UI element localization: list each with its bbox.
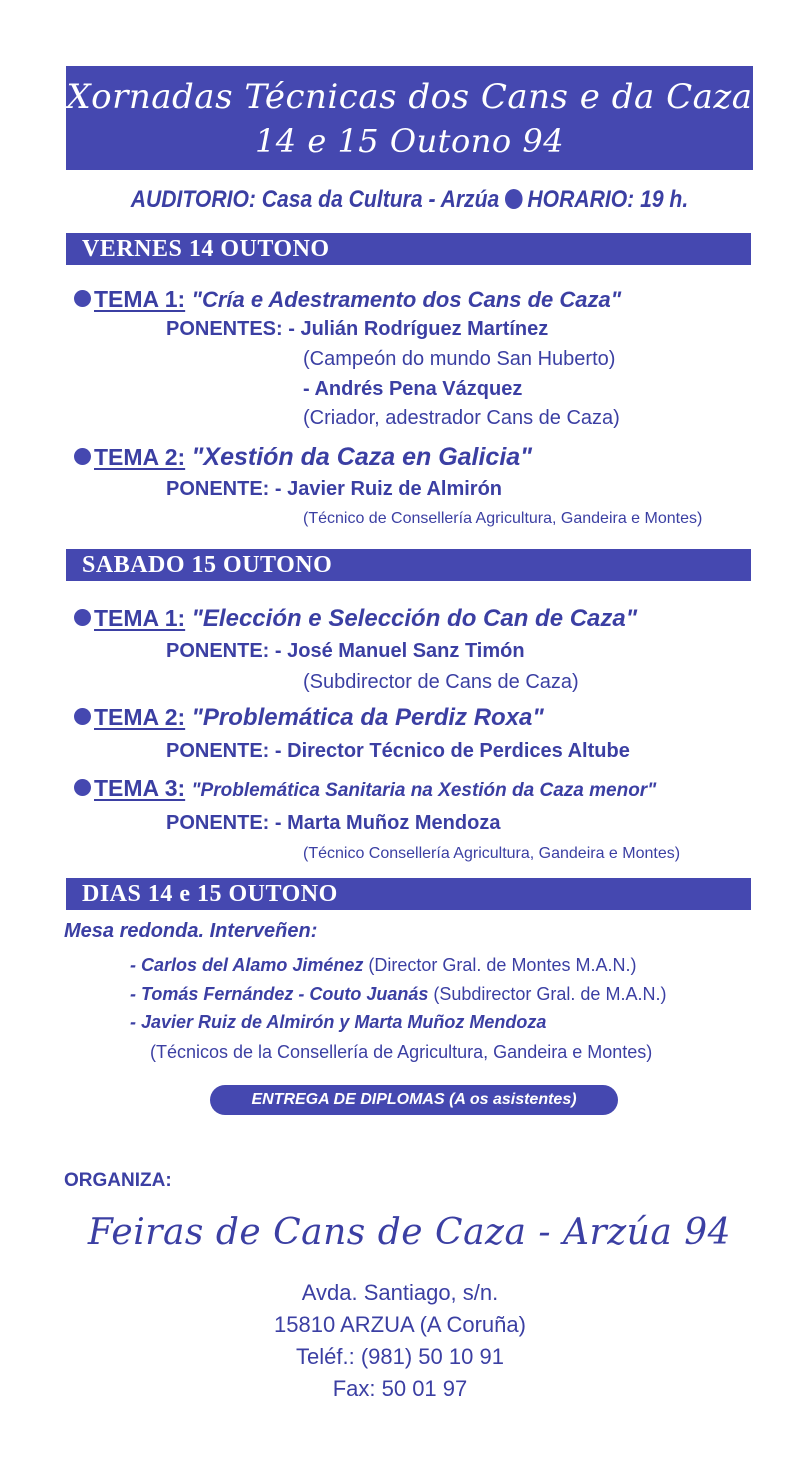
intervenor-name: - Javier Ruiz de Almirón y Marta Muñoz Mendoza <box>130 1012 547 1032</box>
ponentes-line <box>166 318 548 341</box>
tema-title: "Cría e Adestramento dos Cans de Caza" <box>191 287 622 312</box>
tema-label: TEMA 2: <box>94 444 186 470</box>
ponente-name: - Andrés Pena Vázquez <box>303 378 523 400</box>
day1-tema1 <box>74 286 621 313</box>
ponente-role: (Subdirector de Cans de Caza) <box>303 671 579 693</box>
ponente-role: (Técnico de Consellería Agricultura, Gandeira e Montes) <box>303 510 703 527</box>
banner-title: Xornadas Técnicas dos Cans e da Caza <box>66 77 753 117</box>
tema-label: TEMA 1: <box>94 605 186 631</box>
ponente-name: - Marta Muñoz Mendoza <box>274 812 501 834</box>
tema-title: "Elección e Selección do Can de Caza" <box>191 605 638 632</box>
intervenor-name: - Tomás Fernández - Couto Juanás <box>130 984 429 1004</box>
bullet-icon <box>74 290 91 307</box>
tema-title: "Xestión da Caza en Galicia" <box>191 443 533 471</box>
ponentes-line <box>166 640 525 663</box>
day2-tema3 <box>74 775 656 802</box>
bullet-icon <box>74 609 91 626</box>
venue-line <box>107 186 712 214</box>
ponente-name: - Director Técnico de Perdices Altube <box>274 740 630 762</box>
bullet-icon <box>505 189 523 209</box>
intervenor-role: (Director Gral. de Montes M.A.N.) <box>363 955 637 975</box>
tema-label: TEMA 3: <box>94 775 186 801</box>
venue-auditorio: AUDITORIO: Casa da Cultura - Arzúa <box>130 186 500 213</box>
banner-dates: 14 e 15 Outono 94 <box>254 122 565 160</box>
ponentes-line <box>166 740 630 763</box>
intervenor <box>130 955 636 976</box>
day2-tema2 <box>74 704 544 732</box>
bullet-icon <box>74 779 91 796</box>
day1-tema2 <box>74 443 532 472</box>
title-banner <box>66 66 753 170</box>
intervenor-role: (Subdirector Gral. de M.A.N.) <box>428 984 667 1004</box>
bullet-icon <box>74 708 91 725</box>
ponente-label: PONENTE: <box>166 640 270 662</box>
tema-title: "Problemática Sanitaria na Xestión da Caza menor" <box>191 780 657 801</box>
ponente-name: - Julián Rodríguez Martínez <box>288 318 549 340</box>
day1-header: VERNES 14 OUTONO <box>66 233 751 265</box>
ponente-label: PONENTE: <box>166 740 270 762</box>
bullet-icon <box>74 448 91 465</box>
intervenor-name: - Carlos del Alamo Jiménez <box>130 955 364 975</box>
ponente-label: PONENTE: <box>166 812 270 834</box>
day2-tema1 <box>74 605 637 633</box>
ponente-label: PONENTE: <box>166 478 270 500</box>
intervenor-role: (Técnicos de la Consellería de Agricultura, Gandeira e Montes) <box>150 1042 653 1062</box>
diplomas-badge: ENTREGA DE DIPLOMAS (A os asistentes) <box>210 1085 618 1115</box>
ponente-name: - Javier Ruiz de Almirón <box>274 478 502 500</box>
address-city: 15810 ARZUA (A Coruña) <box>274 1312 526 1337</box>
ponente-role: (Campeón do mundo San Huberto) <box>303 348 616 370</box>
day2-header: SABADO 15 OUTONO <box>66 549 751 581</box>
ponentes-line <box>166 478 502 501</box>
organiza-label: ORGANIZA: <box>64 1170 172 1191</box>
address-street: Avda. Santiago, s/n. <box>301 1280 499 1305</box>
tema-title: "Problemática da Perdiz Roxa" <box>191 704 544 731</box>
tema-label: TEMA 2: <box>94 704 186 730</box>
tema-label: TEMA 1: <box>94 286 186 312</box>
ponente-role: (Criador, adestrador Cans de Caza) <box>303 407 620 429</box>
address-phone: Teléf.: (981) 50 10 91 <box>296 1344 504 1369</box>
venue-horario: HORARIO: 19 h. <box>527 186 689 213</box>
intervenor <box>130 1012 546 1033</box>
ponente-role: (Técnico Consellería Agricultura, Gandeira e Montes) <box>303 845 681 862</box>
ponentes-label: PONENTES: <box>166 318 283 340</box>
intervenor <box>130 984 666 1005</box>
mesa-redonda: Mesa redonda. Interveñen: <box>64 920 318 942</box>
address-fax: Fax: 50 01 97 <box>332 1376 468 1401</box>
organizer-name: Feiras de Cans de Caza - Arzúa 94 <box>87 1212 732 1253</box>
ponente-name: - José Manuel Sanz Timón <box>274 640 525 662</box>
ponentes-line <box>166 812 500 835</box>
days-header: DIAS 14 e 15 OUTONO <box>66 878 751 910</box>
